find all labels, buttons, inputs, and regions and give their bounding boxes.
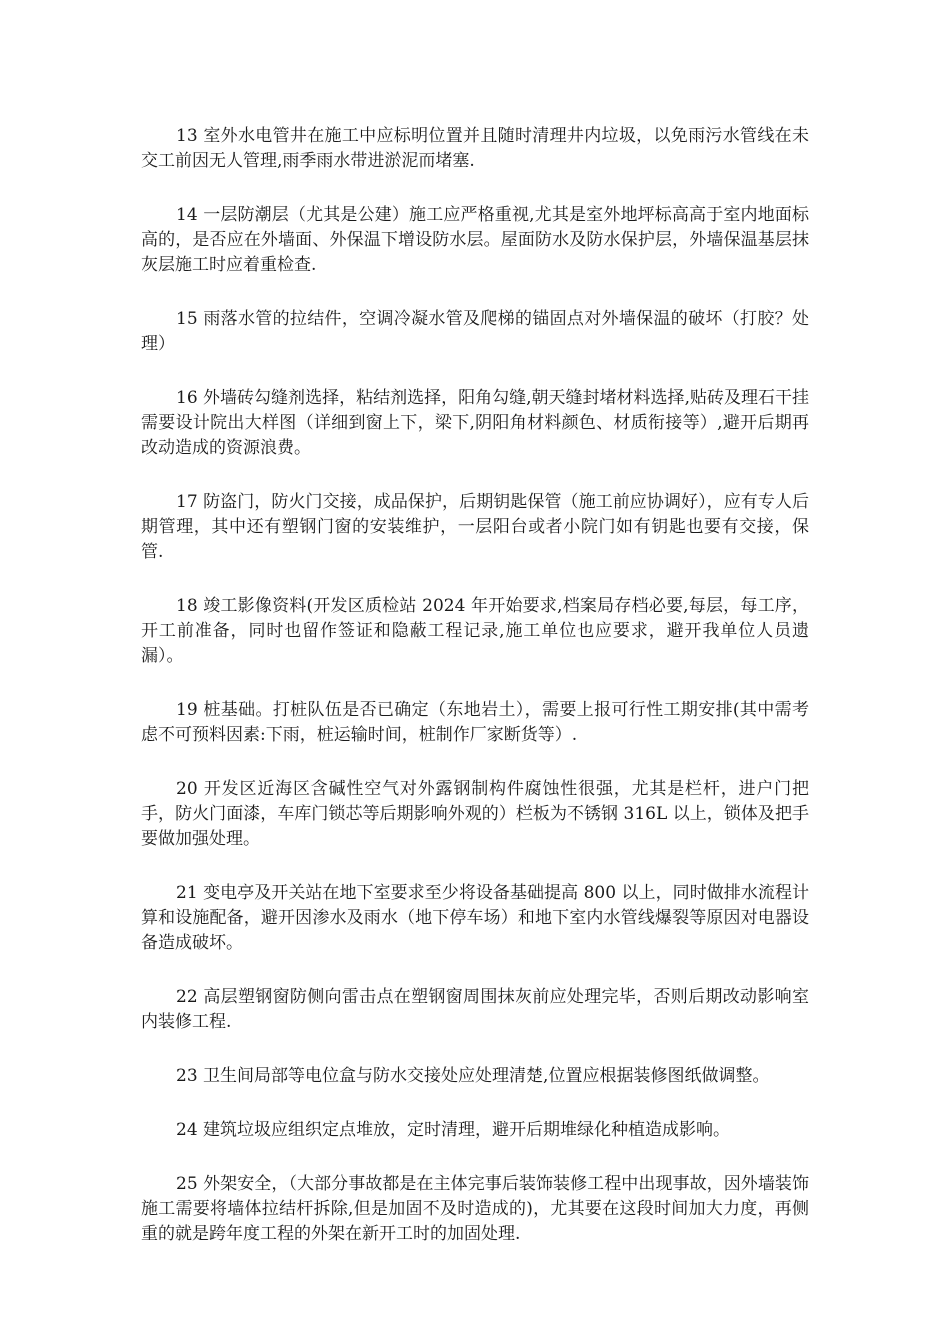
paragraph-23: 23 卫生间局部等电位盒与防水交接处应处理清楚,位置应根据装修图纸做调整。 — [176, 1066, 770, 1086]
paragraph-14: 14 一层防潮层（尤其是公建）施工应严格重视,尤其是室外地坪标高高于室内地面标高的，是否应在外墙面、外保温下增设防水层。屋面防水及防水保护层，外墙保温基层抹灰层施工时应着重检查. — [141, 205, 809, 275]
paragraph-19: 19 桩基础。打桩队伍是否已确定（东地岩土），需要上报可行性工期安排(其中需考虑不可预料因素:下雨，桩运输时间，桩制作厂家断货等）. — [141, 700, 809, 745]
paragraph-25: 25 外架安全，（大部分事故都是在主体完事后装饰装修工程中出现事故，因外墙装饰施工需要将墙体拉结杆拆除,但是加固不及时造成的)，尤其要在这段时间加大力度，再侧重的就是跨年度工程的外架在新开工时的加固处理. — [141, 1174, 809, 1244]
paragraph-20: 20 开发区近海区含碱性空气对外露钢制构件腐蚀性很强，尤其是栏杆，进户门把手，防火门面漆，车库门锁芯等后期影响外观的）栏板为不锈钢 316L 以上，锁体及把手要做加强处理。 — [141, 779, 809, 849]
paragraph-18: 18 竣工影像资料(开发区质检站 2024 年开始要求,档案局存档必要,每层，每工序，开工前准备，同时也留作签证和隐蔽工程记录,施工单位也应要求，避开我单位人员遗漏）。 — [141, 596, 809, 666]
paragraph-13: 13 室外水电管井在施工中应标明位置并且随时清理井内垃圾，以免雨污水管线在未交工前因无人管理,雨季雨水带进淤泥而堵塞. — [141, 126, 809, 171]
paragraph-24: 24 建筑垃圾应组织定点堆放，定时清理，避开后期堆绿化种植造成影响。 — [176, 1120, 731, 1140]
paragraph-17: 17 防盗门，防火门交接，成品保护，后期钥匙保管（施工前应协调好），应有专人后期管理，其中还有塑钢门窗的安装维护，一层阳台或者小院门如有钥匙也要有交接，保管. — [141, 492, 809, 562]
document-body — [141, 124, 809, 1276]
paragraph-21: 21 变电亭及开关站在地下室要求至少将设备基础提高 800 以上，同时做排水流程计算和设施配备，避开因渗水及雨水（地下停车场）和地下室内水管线爆裂等原因对电器设备造成破坏。 — [141, 883, 809, 953]
paragraph-16: 16 外墙砖勾缝剂选择，粘结剂选择，阳角勾缝,朝天缝封堵材料选择,贴砖及理石干挂需要设计院出大样图（详细到窗上下，梁下,阴阳角材料颜色、材质衔接等）,避开后期再改动造成的资源浪费。 — [141, 388, 809, 458]
paragraph-15: 15 雨落水管的拉结件，空调冷凝水管及爬梯的锚固点对外墙保温的破坏（打胶？处理） — [141, 309, 809, 354]
paragraph-22: 22 高层塑钢窗防侧向雷击点在塑钢窗周围抹灰前应处理完毕，否则后期改动影响室内装修工程. — [141, 987, 809, 1032]
